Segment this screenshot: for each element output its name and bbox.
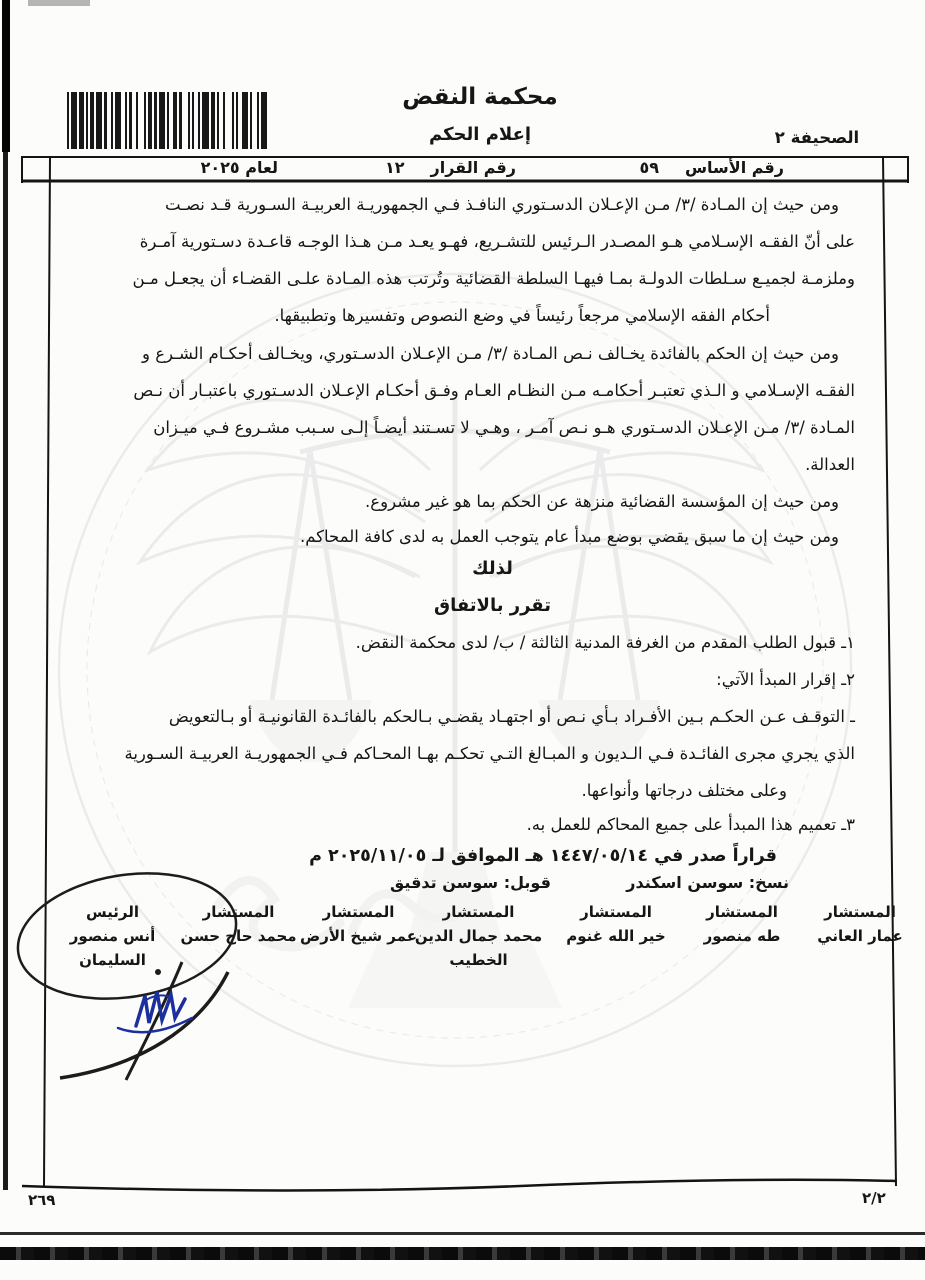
page-number: ٢٦٩: [28, 1191, 56, 1209]
signatory-block: [406, 900, 551, 972]
signatory-role: المستشار: [322, 903, 395, 921]
year-label: لعام ٢٠٢٥: [200, 158, 278, 177]
signatory-role: المستشار: [824, 903, 896, 921]
president-signatory-block: [50, 900, 175, 972]
body-line: ومن حيث إن ما سبق يقضي بوضع مبدأ عام يتوجب العمل به لدى كافة المحاكم.: [299, 527, 839, 546]
body-line: ومن حيث إن المؤسسة القضائية منزهة عن الحكم بما هو غير مشروع.: [365, 492, 839, 511]
signatory-name: الخطيب: [449, 951, 508, 969]
signatory-name: طه منصور: [703, 927, 781, 945]
principle-line: الذي يجري مجرى الفائـدة فـي الـديون و المبـالغ التـي تحكـم بهـا المحـاكم فـي الجمهوريـة العربيـة السـورية: [124, 744, 855, 763]
signatory-block: [296, 900, 421, 948]
signatory-name: السليمان: [79, 951, 146, 969]
clerk-copied-by: نسخ: سوسن اسكندر: [626, 873, 789, 892]
page-reference: ٢/٢: [862, 1189, 886, 1207]
signatory-name: محمد جمال الدين: [414, 927, 543, 945]
body-line: الفقـه الإسـلامي و الـذي تعتبـر أحكامـه مـن النظـام العـام وفـق أحكـام الإعـلان الدسـتوري باعتبـار أن نـص: [133, 381, 855, 400]
clerk-checked-by: قوبل: سوسن تدقيق: [390, 873, 551, 892]
judgment-body: [60, 190, 855, 890]
decision-item-3: ٣ـ تعميم هذا المبدأ على جميع المحاكم للعمل به.: [526, 815, 855, 834]
decided-unanimously-heading: تقرر بالاتفاق: [433, 595, 552, 616]
scan-edge-bar: [3, 152, 8, 1190]
decision-item-2: ٢ـ إقرار المبدأ الآتي:: [716, 670, 855, 689]
issuance-date-line: قراراً صدر في ١٤٤٧/٠٥/١٤ هـ الموافق لـ ٢٠٢٥/١١/٠٥ م: [309, 846, 777, 866]
decision-number-label: رقم القرار: [430, 158, 516, 177]
page-label: الصحيفة ٢: [774, 128, 860, 147]
signatory-role: المستشار: [202, 903, 275, 921]
therefore-heading: لذلك: [472, 558, 513, 579]
signatory-name: عمر شيخ الأرض: [300, 927, 417, 945]
signatory-role: الرئيس: [85, 903, 140, 921]
signatory-block: [692, 900, 792, 948]
decision-number-value: ١٢: [385, 158, 405, 177]
base-number-value: ٥٩: [639, 158, 659, 177]
barcode: [62, 92, 267, 149]
decision-item-1: ١ـ قبول الطلب المقدم من الغرفة المدنية الثالثة / ب/ لدى محكمة النقض.: [355, 633, 855, 652]
signatory-name: عمار العاني: [817, 927, 903, 945]
court-title: محكمة النقض: [402, 84, 558, 110]
body-line: المـادة /٣/ مـن الإعـلان الدسـتوري هـو نـص آمـر ، وهـي لا تسـتند أيضـاً إلـى سـبب مشـروع فـي ميـزان: [153, 418, 855, 437]
body-line: العدالة.: [805, 455, 855, 474]
signatory-role: المستشار: [706, 903, 778, 921]
decision-number-cell: [385, 158, 516, 177]
body-line: أحكام الفقه الإسلامي مرجعاً رئيساً في وضع النصوص وتفسيرها وتطبيقها.: [274, 306, 770, 325]
body-line: وملزمـة لجميـع سـلطات الدولـة بمـا فيهـا السلطة القضائية وتُرتب هذه المـادة علـى القضـاء أن يجعـل مـن: [132, 269, 855, 288]
body-line: على أنّ الفقـه الإسـلامي هـو المصـدر الـرئيس للتشـريع، فهـو يعـد مـن هـذا الوجـه قاعـدة دسـتورية آمـرة: [139, 232, 855, 251]
signatory-block: [556, 900, 676, 948]
signatory-block: [810, 900, 910, 948]
body-line: ومن حيث إن المـادة /٣/ مـن الإعـلان الدسـتوري النافـذ فـي الجمهوريـة العربيـة السـورية قـد نصـت: [164, 195, 839, 214]
scan-bottom-line: [0, 1232, 925, 1235]
signatory-name: أنس منصور: [69, 927, 156, 945]
signatory-role: المستشار: [580, 903, 652, 921]
case-numbers-row: [50, 158, 884, 180]
principle-line: وعلى مختلف درجاتها وأنواعها.: [581, 781, 787, 800]
base-number-label: رقم الأساس: [684, 158, 784, 177]
signature-scribble: [118, 992, 192, 1032]
body-line: ومن حيث إن الحكم بالفائدة يخـالف نـص المـادة /٣/ مـن الإعـلان الدسـتوري، ويخـالف أحكـام الشـرع و: [141, 344, 839, 363]
scan-edge-bar-top: [2, 0, 10, 152]
scan-corner-smudge: [28, 0, 90, 6]
signatory-name: محمد حاج حسن: [180, 927, 297, 945]
principle-line: ـ التوقـف عـن الحكـم بـين الأفـراد بـأي نـص أو اجتهـاد يقضـي بـالحكم بالفائـدة القانونيـة أو بـالتعويض: [168, 707, 855, 726]
signatory-name: خير الله غنوم: [566, 927, 666, 945]
base-number-cell: [639, 158, 784, 177]
document-subtitle: إعلام الحكم: [428, 124, 532, 145]
year-cell: [201, 158, 278, 177]
signatory-block: [176, 900, 301, 948]
scan-bottom-band: [0, 1247, 925, 1260]
signatory-role: المستشار: [442, 903, 515, 921]
